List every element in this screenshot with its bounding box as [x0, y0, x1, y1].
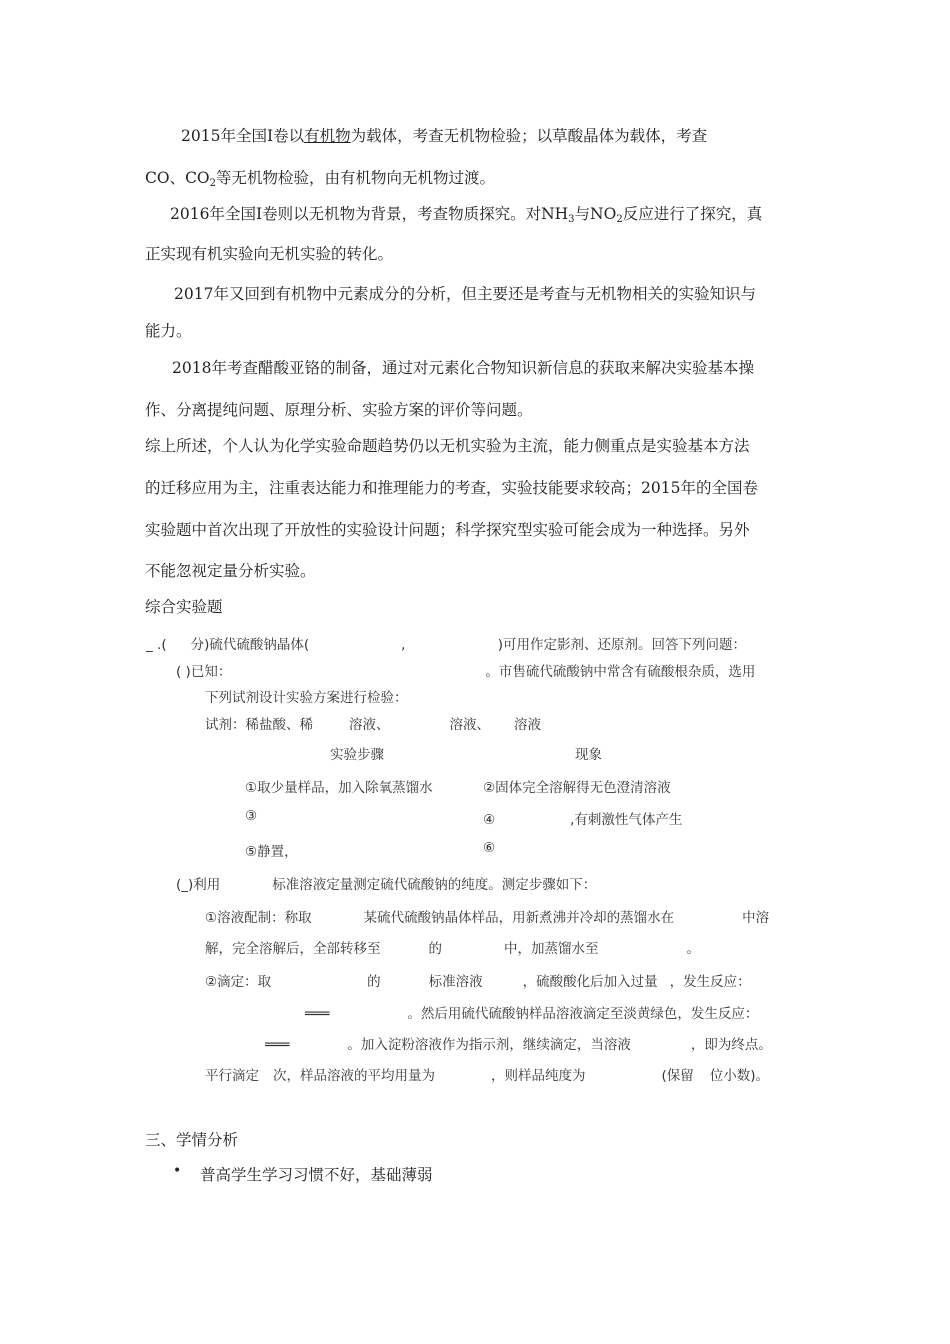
paragraph-2018-line1: 2018年考查醋酸亚铬的制备，通过对元素化合物知识新信息的获取来解决实验基本操: [172, 359, 754, 377]
parallel-line: [205, 1064, 769, 1084]
step-3: ③: [245, 808, 258, 824]
text: 的: [428, 941, 442, 957]
text: 2015年全国Ⅰ卷以: [181, 127, 305, 145]
text: 的: [367, 974, 381, 990]
text: (_)利用: [176, 877, 221, 893]
q2-line1: [176, 873, 596, 893]
text: 与NO: [574, 205, 617, 223]
text: 试剂：稀盐酸、稀: [205, 717, 313, 733]
step-6: ⑥: [483, 840, 496, 856]
text: _ .(: [146, 637, 167, 653]
text: 位小数)。: [709, 1068, 770, 1084]
bullet-icon: •: [173, 1163, 182, 1179]
step-5: ⑤静置，: [245, 844, 298, 860]
summary-line3: 实验题中首次出现了开放性的实验设计问题；科学探究型实验可能会成为一种选择。另外: [145, 521, 750, 539]
text: 。然后用硫代硫酸钠样品溶液滴定至淡黄绿色，发生反应：: [407, 1006, 759, 1022]
text: 标准溶液定量测定硫代硫酸钠的纯度。测定步骤如下：: [272, 877, 597, 893]
table-header-step: 实验步骤: [330, 747, 384, 763]
titration-line3: [205, 1033, 772, 1053]
section3-title: 三、学情分析: [145, 1131, 239, 1149]
text: 标准溶液: [428, 974, 483, 990]
text: ,有刺激性气体产生: [570, 812, 683, 828]
paragraph-2016-line1: [170, 204, 835, 224]
text: 反应进行了探究，真: [622, 205, 763, 223]
q1-line2: 下列试剂设计实验方案进行检验：: [205, 690, 408, 706]
text: CO、CO: [145, 169, 210, 187]
paragraph-2017-line2: 能力。: [145, 322, 192, 340]
paragraph-2015-line1: [181, 126, 846, 146]
paragraph-2018-line2: 作、分离提纯问题、原理分析、实验方案的评价等问题。: [145, 401, 533, 419]
text: ，发生反应：: [669, 974, 751, 990]
text: ①溶液配制：称取: [205, 910, 312, 926]
question-header: [146, 633, 746, 653]
text: 解，完全溶解后，全部转移至: [205, 941, 381, 957]
titration-line2: [205, 1002, 758, 1022]
text: 中溶: [742, 910, 770, 926]
subscript: 2: [616, 214, 623, 225]
text: 2016年全国Ⅰ卷则以无机物为背景，考查物质探究。对NH: [170, 205, 569, 223]
text: ，则样品纯度为: [491, 1068, 586, 1084]
text: 中，加蒸馏水至: [504, 941, 599, 957]
prep-line2: [205, 937, 700, 957]
text: ④: [483, 812, 496, 828]
text: 次，样品溶液的平均用量为: [273, 1068, 435, 1084]
text: ，硫酸酸化后加入过量: [522, 974, 658, 990]
text: 溶液: [514, 717, 541, 733]
paragraph-2015-line2: [145, 168, 810, 188]
section-title: 综合实验题: [145, 598, 223, 616]
text: ═══: [305, 1006, 330, 1022]
titration-line1: [205, 970, 751, 990]
subscript: 2: [209, 178, 217, 189]
q1-line1: [176, 660, 755, 680]
summary-line4: 不能忽视定量分析实验。: [145, 562, 316, 580]
text: 分)硫代硫酸钠晶体(: [190, 637, 310, 653]
text: 为载体，考查无机物检验；以草酸晶体为载体，考查: [350, 127, 708, 145]
text: ( )已知：: [176, 664, 232, 680]
text: 溶液、: [449, 717, 490, 733]
text: 。市售硫代硫酸钠中常含有硫酸根杂质，选用: [485, 664, 756, 680]
text: 。加入淀粉溶液作为指示剂，继续滴定，当溶液: [347, 1037, 631, 1053]
text: ，即为终点。: [690, 1037, 772, 1053]
text: )可用作定影剂、还原剂。回答下列问题：: [497, 637, 747, 653]
summary-line1: 综上所述，个人认为化学实验命题趋势仍以无机实验为主流，能力侧重点是实验基本方法: [145, 437, 750, 455]
subscript: 3: [568, 214, 575, 225]
step-4: [483, 808, 682, 828]
text: (保留: [661, 1068, 694, 1084]
text: 。: [686, 941, 700, 957]
paragraph-2017-line1: 2017年又回到有机物中元素成分的分析，但主要还是考查与无机物相关的实验知识与: [174, 285, 756, 303]
paragraph-2016-line2: 正实现有机实验向无机实验的转化。: [145, 245, 394, 263]
text: 平行滴定: [205, 1068, 259, 1084]
text: 等无机物检验，由有机物向无机物过渡。: [216, 169, 496, 187]
text: 溶液、: [349, 717, 390, 733]
text: ②滴定：取: [205, 974, 272, 990]
text: 某硫代硫酸钠晶体样品，用新煮沸并冷却的蒸馏水在: [363, 910, 675, 926]
summary-line2: 的迁移应用为主，注重表达能力和推理能力的考查，实验技能要求较高；2015年的全国卷: [145, 479, 758, 497]
reagents-line: [205, 713, 541, 733]
section3-item1: 普高学生学习习惯不好，基础薄弱: [200, 1166, 433, 1184]
underlined-term: 有机物: [304, 127, 351, 145]
step-1: ①取少量样品，加入除氧蒸馏水: [245, 780, 433, 796]
text: ═══: [265, 1037, 290, 1053]
prep-line1: [205, 906, 769, 926]
text: ,: [401, 637, 410, 653]
table-header-phenomenon: 现象: [575, 747, 602, 763]
step-2: ②固体完全溶解得无色澄清溶液: [483, 780, 671, 796]
